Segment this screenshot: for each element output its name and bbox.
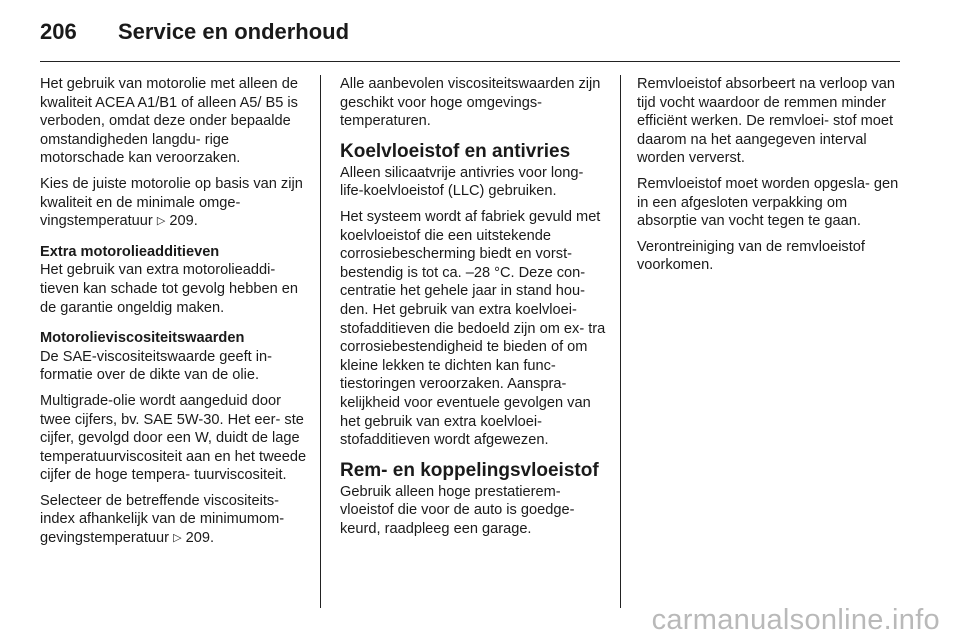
paragraph	[40, 175, 308, 231]
section-heading-coolant: Koelvloeistof en antivries	[340, 140, 571, 162]
paragraph: Alle aanbevolen viscositeitswaarden zijn geschikt voor hoge omgevings- temperaturen.	[340, 76, 601, 130]
column-2	[340, 75, 608, 545]
paragraph: Remvloeistof absorbeert na verloop van tijd vocht waardoor de remmen minder efficiënt werken. De remvloei- stof moet daarom na het aangegeven interval worden ververst.	[637, 76, 895, 167]
header-rule	[40, 61, 900, 62]
watermark: carmanualsonline.info	[651, 604, 940, 636]
subheading-viscosity: Motorolieviscositeitswaarden	[40, 330, 245, 347]
paragraph: Multigrade-olie wordt aangeduid door twee cijfers, bv. SAE 5W-30. Het eer- ste cijfer, gevolgd door een W, duidt de lage temperatuurviscositeit aan en het tweede cijfer de hoge tempera- tuurviscositeit.	[40, 392, 307, 484]
triangle-right-icon: ▷	[156, 215, 166, 228]
column-divider	[320, 75, 321, 608]
column-divider	[620, 75, 621, 608]
triangle-right-icon: ▷	[173, 532, 182, 545]
paragraph-text: Kies de juiste motorolie op basis van zijn kwaliteit en de minimale omge- vingstemperatuur	[40, 175, 303, 230]
column-3	[637, 75, 903, 282]
paragraph: De SAE-viscositeitswaarde geeft in- formatie over de dikte van de olie.	[40, 348, 272, 384]
section-heading-brake-fluid: Rem- en koppelingsvloeistof	[340, 459, 599, 481]
subheading-additives: Extra motorolieadditieven	[40, 243, 220, 260]
paragraph: Alleen silicaatvrije antivries voor long- life-koelvloeistof (LLC) gebruiken.	[340, 164, 584, 200]
paragraph: Het gebruik van extra motorolieaddi- tieven kan schade tot gevolg hebben en de garantie ongeldig maken.	[40, 262, 299, 316]
paragraph: Het systeem wordt af fabriek gevuld met koelvloeistof die een uitstekende corrosiebescherming biedt en vorst- bestendig is tot ca. –28 °C. Deze con- centratie het gehele jaar in stand hou- den. Het gebruik van extra koelvloei- stofadditieven die bedoeld zijn om ex- tra corrosiebestendigheid te bieden of om kleine lekken te dichten kan func- tiestoringen veroorzaken. Aanspra- kelijkheid voor eventuele gevolgen van het gebruik van extra koelvloei- stofadditieven wordt afgewezen.	[340, 208, 606, 449]
page-reference[interactable]: 209.	[185, 530, 214, 547]
chapter-title: Service en onderhoud	[118, 19, 350, 44]
paragraph: Het gebruik van motorolie met alleen de kwaliteit ACEA A1/B1 of alleen A5/ B5 is verboden, omdat deze onder bepaalde omstandigheden langdu- rige motorschade kan veroorzaken.	[40, 76, 298, 167]
page-header	[40, 16, 900, 48]
paragraph: Remvloeistof moet worden opgesla- gen in een afgesloten verpakking om absorptie van vocht tegen te gaan.	[637, 175, 899, 230]
paragraph-text: Selecteer de betreffende viscositeits- index afhankelijk van de minimumom- gevingstemperatuur	[40, 492, 285, 547]
page-number: 206	[40, 19, 77, 44]
page-reference[interactable]: 209.	[169, 213, 198, 230]
column-1	[40, 75, 308, 555]
paragraph	[40, 492, 308, 548]
paragraph: Verontreiniging van de remvloeistof voorkomen.	[637, 238, 865, 274]
paragraph: Gebruik alleen hoge prestatierem- vloeistof die voor de auto is goedge- keurd, raadpleeg een garage.	[340, 483, 575, 537]
